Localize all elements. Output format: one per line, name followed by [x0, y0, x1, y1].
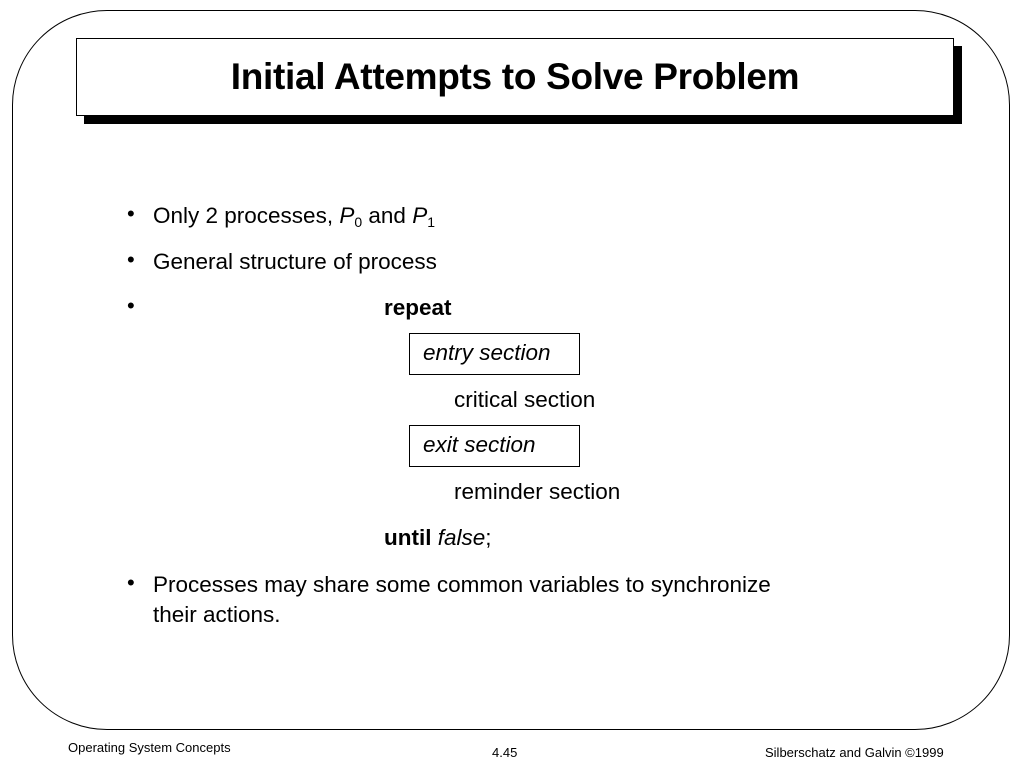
exit-section-label: exit section	[423, 432, 536, 457]
bullet-dot: •	[127, 247, 135, 272]
entry-section-label: entry section	[423, 340, 551, 365]
reminder-section-label: reminder section	[454, 479, 621, 504]
bullet-dot: •	[127, 293, 135, 318]
title-box	[76, 38, 954, 116]
footer-right: Silberschatz and Galvin ©1999	[765, 745, 944, 760]
bullet-2-text: General structure of process	[153, 249, 437, 274]
bullet-1-text: Only 2 processes, $P_0$ and $P_1$	[153, 203, 435, 230]
bullet-dot: •	[127, 201, 135, 226]
critical-section-label: critical section	[454, 387, 596, 412]
exit-section-box	[409, 425, 580, 467]
code-repeat: repeat	[384, 295, 452, 320]
code-until: until false;	[384, 525, 492, 550]
entry-section-box	[409, 333, 580, 375]
slide-title: Initial Attempts to Solve Problem	[230, 56, 800, 97]
bullet-4-line-2: their actions.	[153, 602, 281, 627]
footer-page-number: 4.45	[492, 745, 518, 760]
bullet-dot: •	[127, 570, 135, 595]
bullet-4-line-1: Processes may share some common variables to synchronize	[153, 572, 771, 597]
footer-left: Operating System Concepts	[68, 740, 231, 755]
